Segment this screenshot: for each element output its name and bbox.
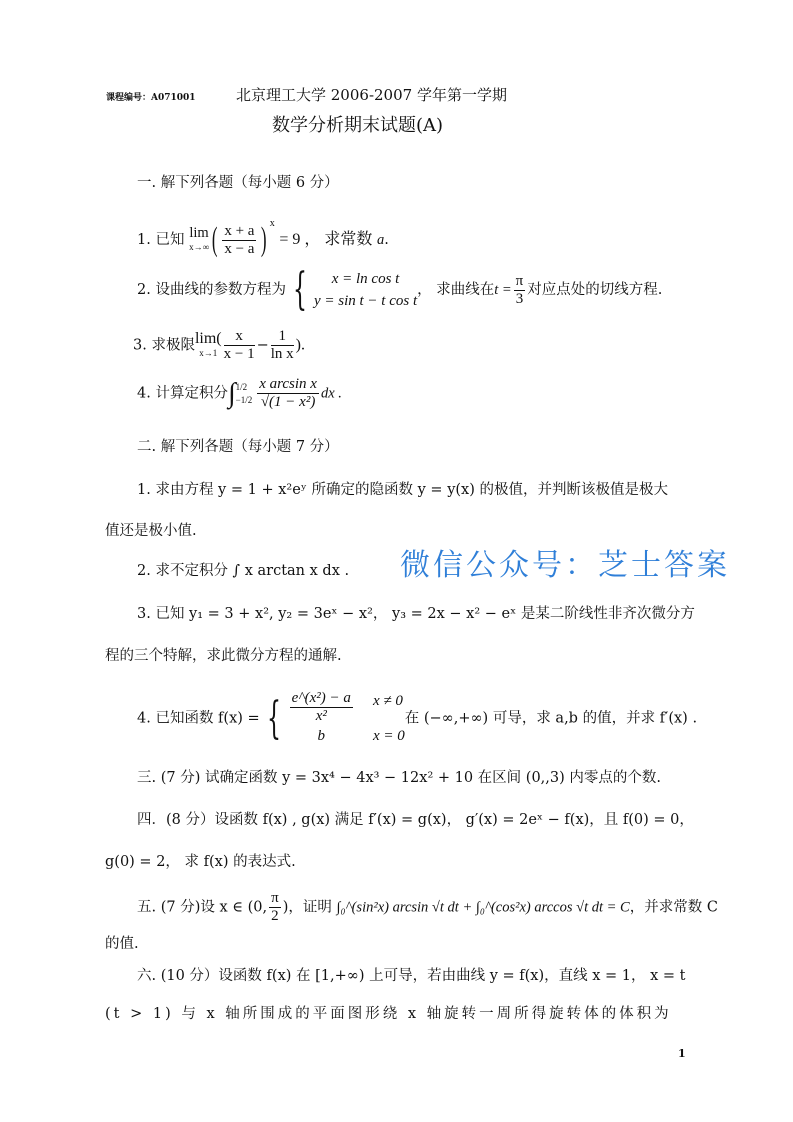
section-4: 四．(8 分）设函数 f(x) , g(x) 满足 f′(x) = g(x)， g′(x) = 2eˣ − f(x)，且 f(0) = 0，	[137, 812, 694, 828]
q-text: 2. 设曲线的参数方程为	[137, 282, 286, 298]
denominator: 3	[515, 290, 524, 307]
q-text: 五. (7 分)设 x ∈ (0,	[137, 899, 268, 916]
q-text: 1. 已知	[137, 232, 185, 248]
q-text: −	[256, 337, 269, 354]
q-text: = 9 ， 求常数	[279, 231, 373, 248]
numerator: π	[515, 272, 524, 289]
section-3: 三. (7 分) 试确定函数 y = 3x⁴ − 4x³ − 12x² + 10 在区间 (0,,3) 内零点的个数.	[137, 770, 661, 786]
var: a	[377, 232, 385, 248]
university-semester: 北京理工大学 2006-2007 学年第一学期	[236, 86, 507, 104]
question-2-1-cont: 值还是极小值.	[105, 523, 197, 539]
section-6: 六. (10 分）设函数 f(x) 在 [1,+∞) 上可导，若由曲线 y = f(x)，直线 x = 1， x = t	[137, 968, 686, 984]
page-number: 1	[678, 1047, 686, 1060]
question-1-1: 1. 已知 lim x→∞ ( $\frac{x + a}{x - a}$ ) $^x$ = 9 ， 求常数 a.	[137, 218, 389, 258]
lim-sub: x→1	[199, 347, 218, 358]
lim-sub: x→∞	[189, 242, 209, 252]
question-2-2: 2. 求不定积分 ∫ x arctan x dx .	[137, 563, 350, 579]
section-2-heading: 二. 解下列各题（每小题 7 分）	[137, 439, 339, 455]
q-text: 4. 计算定积分	[137, 385, 228, 402]
question-2-3-cont: 程的三个特解，求此微分方程的通解.	[105, 648, 342, 664]
q-text: 对应点处的切线方程.	[527, 282, 663, 298]
numerator: x	[224, 328, 255, 346]
q-text: 3. 求极限	[133, 337, 195, 354]
section-6-cont: (t > 1) 与 x 轴所围成的平面图形绕 x 轴旋转一周所得旋转体的体积为	[105, 1006, 672, 1022]
lim: lim	[189, 225, 209, 241]
numerator: 1	[271, 328, 294, 346]
course-code: 课程编号：A071001	[106, 93, 196, 103]
question-2-1: 1. 求由方程 y = 1 + x²eʸ 所确定的隐函数 y = y(x) 的极值，并判断该极值是极大	[137, 482, 668, 498]
denominator: ln x	[270, 346, 294, 362]
section-5-cont: 的值.	[105, 936, 139, 952]
denominator: 2	[271, 908, 279, 924]
question-2-3: 3. 已知 y₁ = 3 + x², y₂ = 3eˣ − x²， y₃ = 2x − x² − eˣ 是某二阶线性非齐次微分方	[137, 606, 695, 622]
q-text: ， 求曲线在	[417, 282, 495, 298]
denominator: √(1 − x²)	[260, 394, 316, 410]
lim: lim(	[194, 329, 222, 347]
question-1-2: 2. 设曲线的参数方程为 { x = ln cos t y = sin t − t cos t ， 求曲线在t = $\frac{\pi}{3}$ 对应点处的切线方程.	[137, 264, 663, 315]
case-row: x = ln cos t	[331, 271, 400, 287]
numerator: x arcsin x	[259, 376, 317, 392]
condition: x ≠ 0	[372, 693, 403, 709]
exam-title: 数学分析期末试题(A)	[272, 115, 444, 136]
case-value: b	[317, 728, 326, 744]
question-1-4: 4. 计算定积分 ∫ 1/2 −1/2 $\frac{\text{x arcsin x}}{\text{√(1 − x²)}}$ dx .	[137, 376, 342, 410]
section-1-heading: 一. 解下列各题（每小题 6 分）	[137, 175, 339, 191]
integral-identity: ∫₀^(sin²x) arcsin √t dt + ∫₀^(cos²x) arccos √t dt = C	[336, 899, 630, 916]
exponent: x	[269, 218, 275, 229]
q-text: .	[384, 232, 389, 248]
section-5	[137, 890, 718, 925]
case-row: y = sin t − t cos t	[313, 293, 418, 309]
q-text: ).	[295, 336, 305, 354]
lower-limit: −1/2	[235, 394, 253, 405]
denominator: x − 1	[223, 346, 255, 362]
var: t =	[494, 282, 512, 298]
q-text: )，证明	[282, 899, 332, 916]
upper-limit: 1/2	[235, 381, 248, 392]
q-text: 4. 已知函数 f(x) =	[137, 710, 260, 727]
denominator: x²	[315, 708, 327, 724]
q-text: 在 (−∞,+∞) 可导，求 a,b 的值，并求 f′(x) .	[404, 710, 698, 727]
numerator: x + a	[224, 222, 255, 239]
watermark: 微信公众号：芝士答案	[400, 548, 730, 583]
q-text: dx .	[320, 385, 342, 402]
question-2-4: 4. 已知函数 f(x) = { $\frac{\text{e\textasciicircum{}(x²) − a}}{\text{x²}}$ x ≠ 0 b x = 0 在 (−∞,+∞) 可导，求 a,b 的值，并求 f′(x) .	[137, 690, 697, 747]
question-1-3	[133, 328, 305, 363]
numerator: e^(x²) − a	[291, 690, 351, 706]
numerator: π	[271, 890, 279, 906]
denominator: x − a	[224, 240, 255, 257]
section-4-cont: g(0) = 2， 求 f(x) 的表达式.	[105, 854, 296, 870]
condition: x = 0	[372, 728, 405, 744]
q-text: ，并求常数 C	[629, 899, 718, 916]
